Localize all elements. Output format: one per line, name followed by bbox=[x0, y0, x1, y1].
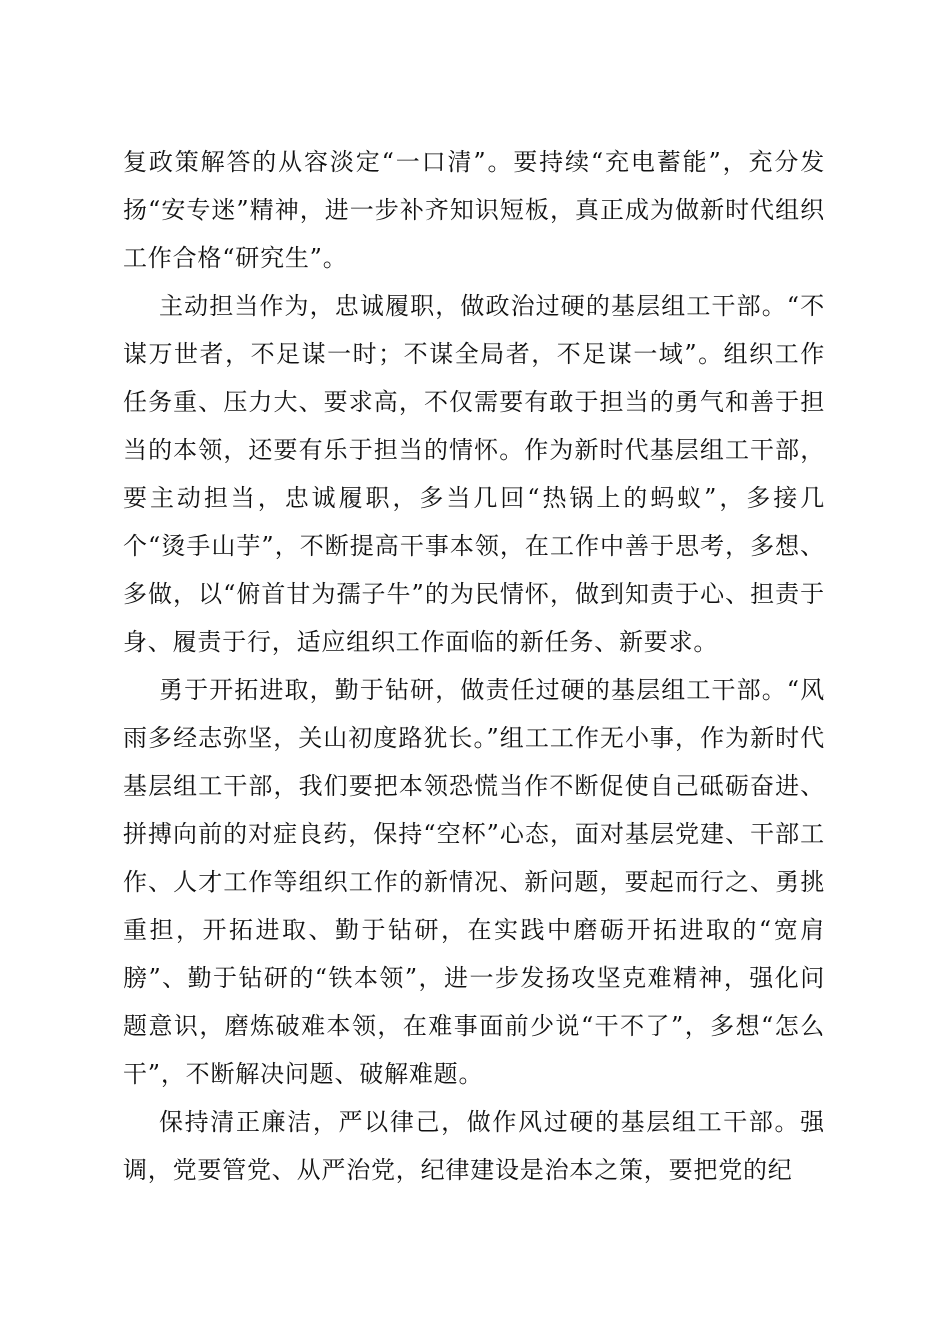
paragraph-integrity-discipline: 保持清正廉洁，严以律己，做作风过硬的基层组工干部。强调，党要管党、从严治党，纪律建设是治本之策，要把党的纪 bbox=[123, 1108, 825, 1184]
paragraph-pioneering-research: 勇于开拓进取，勤于钻研，做责任过硬的基层组工干部。“风雨多经志弥坚，关山初度路犹长。”组工工作无小事，作为新时代基层组工干部，我们要把本领恐慌当作不断促使自己砥砺奋进、拼搏向前的对症良药，保持“空杯”心态，面对基层党建、干部工作、人才工作等组织工作的新情况、新问题，要起而行之、勇挑重担，开拓进取、勤于钻研，在实践中磨砺开拓进取的“宽肩膀”、勤于钻研的“铁本领”，进一步发扬攻坚克难精神，强化问题意识，磨炼破难本领，在难事面前少说“干不了”，多想“怎么干”，不断解决问题、破解难题。 bbox=[123, 676, 825, 1088]
document-body bbox=[123, 138, 825, 1194]
paragraph-political-commitment: 主动担当作为，忠诚履职，做政治过硬的基层组工干部。“不谋万世者，不足谋一时；不谋全局者，不足谋一域”。组织工作任务重、压力大、要求高，不仅需要有敢于担当的勇气和善于担当的本领，还要有乐于担当的情怀。作为新时代基层组工干部，要主动担当，忠诚履职，多当几回“热锅上的蚂蚁”，多接几个“烫手山芋”，不断提高干事本领，在工作中善于思考，多想、多做，以“俯首甘为孺子牛”的为民情怀，做到知责于心、担责于身、履责于行，适应组织工作面临的新任务、新要求。 bbox=[123, 292, 825, 656]
paragraph-continuation: 复政策解答的从容淡定“一口清”。要持续“充电蓄能”，充分发扬“安专迷”精神，进一步补齐知识短板，真正成为做新时代组织工作合格“研究生”。 bbox=[123, 148, 825, 272]
